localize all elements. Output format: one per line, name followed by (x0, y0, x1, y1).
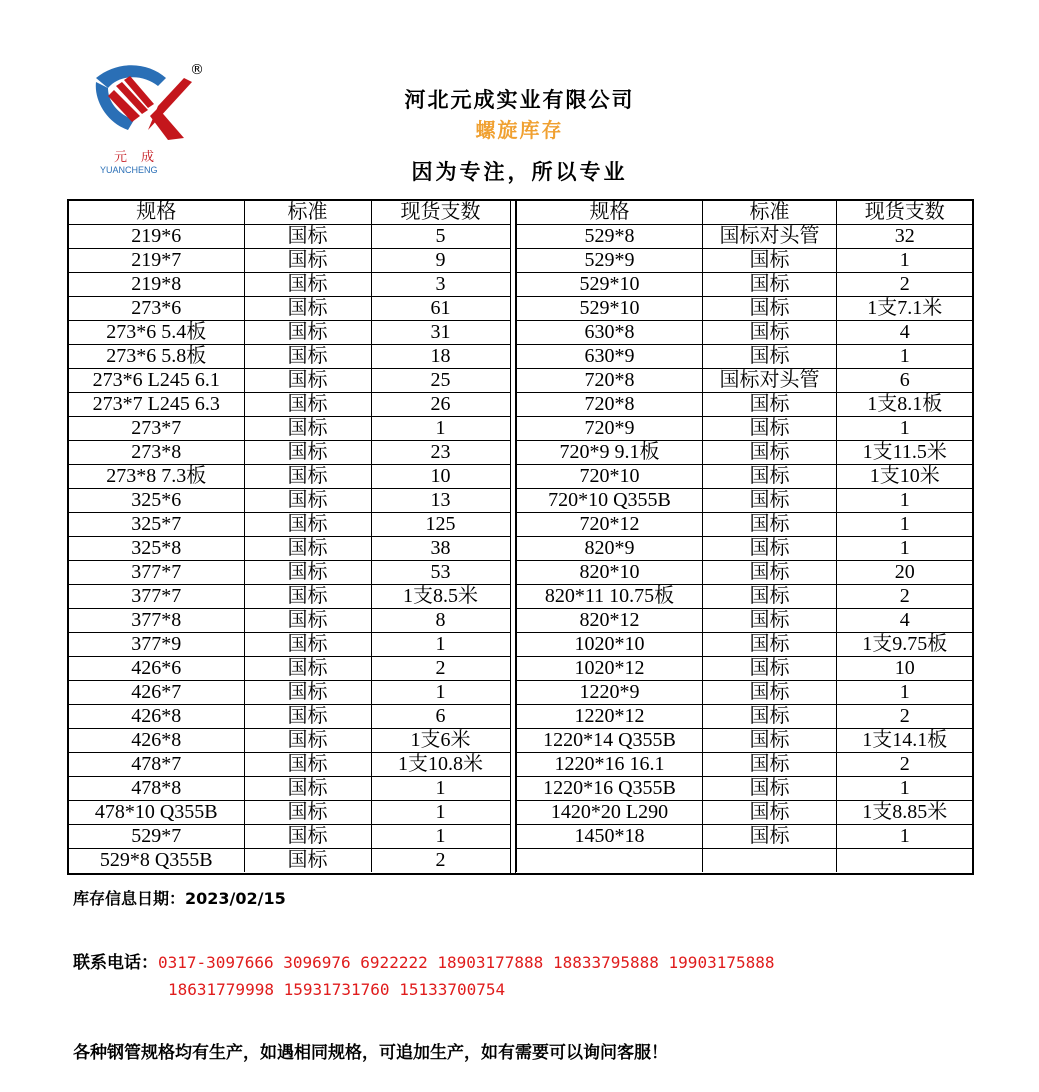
standard-cell: 国标 (244, 753, 371, 777)
quantity-cell: 1支11.5米 (837, 441, 973, 465)
slogan: 因为专注，所以专业 (411, 159, 628, 184)
spec-cell: 529*10 (517, 273, 703, 297)
spec-cell: 273*7 (69, 417, 244, 441)
standard-cell: 国标 (244, 849, 371, 873)
standard-cell: 国标 (244, 609, 371, 633)
quantity-cell: 38 (371, 537, 510, 561)
quantity-cell: 10 (837, 657, 973, 681)
production-note: 各种钢管规格均有生产，如遇相同规格，可追加生产，如有需要可以询问客服！ (73, 1043, 668, 1063)
quantity-cell: 53 (371, 561, 510, 585)
spec-cell: 273*8 (69, 441, 244, 465)
quantity-cell: 1 (371, 633, 510, 657)
standard-cell: 国标 (244, 225, 371, 249)
spec-cell: 273*6 (69, 297, 244, 321)
standard-cell: 国标 (703, 441, 837, 465)
spec-cell: 219*6 (69, 225, 244, 249)
quantity-cell: 1 (837, 537, 973, 561)
spec-cell: 630*8 (517, 321, 703, 345)
quantity-cell: 4 (837, 321, 973, 345)
spec-cell: 426*7 (69, 681, 244, 705)
quantity-cell: 31 (371, 321, 510, 345)
quantity-cell: 1 (837, 513, 973, 537)
quantity-cell: 2 (837, 585, 973, 609)
quantity-cell: 1 (837, 345, 973, 369)
quantity-cell: 6 (371, 705, 510, 729)
quantity-cell: 1支8.1板 (837, 393, 973, 417)
quantity-cell: 61 (371, 297, 510, 321)
table-row (69, 633, 510, 657)
table-row (517, 417, 973, 441)
spec-cell: 720*9 (517, 417, 703, 441)
table-row (69, 585, 510, 609)
table-row (517, 513, 973, 537)
quantity-cell: 125 (371, 513, 510, 537)
spec-cell: 820*11 10.75板 (517, 585, 703, 609)
standard-cell: 国标 (244, 273, 371, 297)
company-name: 河北元成实业有限公司 (404, 87, 635, 112)
table-row (69, 657, 510, 681)
spec-cell: 630*9 (517, 345, 703, 369)
inventory-date: 库存信息日期：2023/02/15 (73, 889, 286, 908)
table-row (517, 393, 973, 417)
registered-mark: ® (190, 62, 204, 78)
standard-cell: 国标 (703, 753, 837, 777)
table-row (517, 609, 973, 633)
standard-cell: 国标 (244, 729, 371, 753)
stock-table-right (516, 201, 973, 872)
spec-cell: 478*8 (69, 777, 244, 801)
table-row (69, 297, 510, 321)
quantity-cell: 2 (371, 657, 510, 681)
spec-cell: 820*10 (517, 561, 703, 585)
spec-cell: 325*8 (69, 537, 244, 561)
standard-cell: 国标 (703, 705, 837, 729)
quantity-cell: 1 (837, 825, 973, 849)
table-row (69, 225, 510, 249)
spec-cell: 720*9 9.1板 (517, 441, 703, 465)
standard-cell: 国标 (703, 489, 837, 513)
quantity-cell: 20 (837, 561, 973, 585)
standard-cell: 国标对头管 (703, 369, 837, 393)
table-row (69, 801, 510, 825)
table-row (69, 393, 510, 417)
quantity-cell: 13 (371, 489, 510, 513)
spec-cell: 1220*16 16.1 (517, 753, 703, 777)
header-quantity: 现货支数 (371, 201, 510, 225)
quantity-cell: 1 (837, 417, 973, 441)
spec-cell: 820*9 (517, 537, 703, 561)
table-row (69, 561, 510, 585)
quantity-cell: 1 (371, 681, 510, 705)
table-row (517, 345, 973, 369)
table-row (69, 249, 510, 273)
spec-cell: 720*10 Q355B (517, 489, 703, 513)
spec-cell: 273*6 L245 6.1 (69, 369, 244, 393)
spec-cell: 377*8 (69, 609, 244, 633)
table-row (69, 849, 510, 873)
quantity-cell: 1 (371, 801, 510, 825)
stock-table (67, 199, 974, 875)
spec-cell: 1220*9 (517, 681, 703, 705)
table-row (69, 417, 510, 441)
quantity-cell: 26 (371, 393, 510, 417)
quantity-cell: 1 (371, 825, 510, 849)
quantity-cell: 10 (371, 465, 510, 489)
standard-cell: 国标 (703, 657, 837, 681)
quantity-cell: 1支10.8米 (371, 753, 510, 777)
logo-en-text: YUANCHENG (100, 165, 158, 175)
standard-cell: 国标 (703, 633, 837, 657)
quantity-cell: 2 (837, 705, 973, 729)
table-header-row (69, 201, 510, 225)
quantity-cell: 6 (837, 369, 973, 393)
table-row (517, 801, 973, 825)
table-row (69, 489, 510, 513)
standard-cell: 国标 (703, 465, 837, 489)
standard-cell: 国标 (703, 777, 837, 801)
table-row (69, 729, 510, 753)
table-row (69, 321, 510, 345)
table-row (517, 705, 973, 729)
stock-table-left (69, 201, 511, 872)
spec-cell: 273*6 5.4板 (69, 321, 244, 345)
standard-cell: 国标 (244, 705, 371, 729)
standard-cell: 国标 (703, 513, 837, 537)
quantity-cell: 32 (837, 225, 973, 249)
table-row (69, 753, 510, 777)
spec-cell: 529*8 Q355B (69, 849, 244, 873)
standard-cell: 国标 (703, 273, 837, 297)
table-row (517, 585, 973, 609)
spec-cell: 529*9 (517, 249, 703, 273)
quantity-cell: 2 (837, 273, 973, 297)
standard-cell: 国标 (703, 537, 837, 561)
standard-cell: 国标 (703, 417, 837, 441)
standard-cell: 国标 (703, 729, 837, 753)
table-row (517, 273, 973, 297)
header-spec: 规格 (69, 201, 244, 225)
standard-cell: 国标 (244, 537, 371, 561)
quantity-cell: 1 (837, 777, 973, 801)
table-row (69, 345, 510, 369)
standard-cell: 国标 (703, 249, 837, 273)
spec-cell: 720*8 (517, 393, 703, 417)
table-row (517, 633, 973, 657)
spec-cell: 273*6 5.8板 (69, 345, 244, 369)
table-row (69, 369, 510, 393)
table-row (69, 441, 510, 465)
standard-cell: 国标 (244, 321, 371, 345)
spec-cell: 325*6 (69, 489, 244, 513)
spec-cell: 720*12 (517, 513, 703, 537)
standard-cell: 国标 (703, 561, 837, 585)
spec-cell: 1420*20 L290 (517, 801, 703, 825)
spec-cell: 273*7 L245 6.3 (69, 393, 244, 417)
phone-numbers: 0317-3097666 3096976 6922222 18903177888 18833795888 19903175888 (158, 953, 775, 972)
standard-cell: 国标 (703, 297, 837, 321)
table-row (517, 561, 973, 585)
spec-cell: 426*8 (69, 729, 244, 753)
quantity-cell: 5 (371, 225, 510, 249)
header-standard: 标准 (244, 201, 371, 225)
spec-cell: 219*8 (69, 273, 244, 297)
spec-cell: 1450*18 (517, 825, 703, 849)
quantity-cell: 1 (837, 489, 973, 513)
quantity-cell: 4 (837, 609, 973, 633)
table-row (69, 513, 510, 537)
standard-cell: 国标 (703, 609, 837, 633)
quantity-cell: 1 (837, 681, 973, 705)
table-row (517, 441, 973, 465)
quantity-cell: 2 (371, 849, 510, 873)
standard-cell: 国标 (244, 345, 371, 369)
standard-cell: 国标 (703, 585, 837, 609)
spec-cell: 720*8 (517, 369, 703, 393)
spec-cell: 529*8 (517, 225, 703, 249)
logo-cn-text: 元成 (114, 150, 169, 165)
table-row (517, 729, 973, 753)
contact-label: 联系电话： (73, 953, 158, 973)
quantity-cell (837, 849, 973, 873)
quantity-cell: 1 (837, 249, 973, 273)
spec-cell: 1220*16 Q355B (517, 777, 703, 801)
spec-cell: 219*7 (69, 249, 244, 273)
standard-cell: 国标 (244, 657, 371, 681)
quantity-cell: 18 (371, 345, 510, 369)
spec-cell: 377*7 (69, 561, 244, 585)
standard-cell (703, 849, 837, 873)
quantity-cell: 1支7.1米 (837, 297, 973, 321)
quantity-cell: 1支6米 (371, 729, 510, 753)
spec-cell: 325*7 (69, 513, 244, 537)
table-row (517, 537, 973, 561)
quantity-cell: 8 (371, 609, 510, 633)
quantity-cell: 1支9.75板 (837, 633, 973, 657)
standard-cell: 国标 (244, 297, 371, 321)
standard-cell: 国标 (703, 321, 837, 345)
phone-numbers-continued: 18631779998 15931731760 15133700754 (168, 980, 506, 999)
contact-line (73, 948, 775, 973)
stock-rows-right (517, 225, 973, 873)
quantity-cell: 1 (371, 417, 510, 441)
table-row (69, 609, 510, 633)
spec-cell: 1020*12 (517, 657, 703, 681)
table-row (517, 753, 973, 777)
standard-cell: 国标 (244, 585, 371, 609)
spec-cell: 529*10 (517, 297, 703, 321)
standard-cell: 国标 (244, 681, 371, 705)
document-subtitle: 螺旋库存 (475, 118, 564, 142)
table-row (69, 273, 510, 297)
spec-cell: 1220*14 Q355B (517, 729, 703, 753)
stock-rows-left (69, 225, 510, 873)
quantity-cell: 1支8.85米 (837, 801, 973, 825)
table-header-row (517, 201, 973, 225)
table-row (517, 369, 973, 393)
quantity-cell: 3 (371, 273, 510, 297)
standard-cell: 国标 (244, 369, 371, 393)
spec-cell: 478*10 Q355B (69, 801, 244, 825)
table-row (69, 705, 510, 729)
spec-cell: 426*8 (69, 705, 244, 729)
table-row (517, 297, 973, 321)
spec-cell: 377*9 (69, 633, 244, 657)
table-row (69, 465, 510, 489)
standard-cell: 国标 (244, 465, 371, 489)
standard-cell: 国标 (244, 417, 371, 441)
spec-cell: 1020*10 (517, 633, 703, 657)
table-row (69, 825, 510, 849)
table-row (517, 225, 973, 249)
standard-cell: 国标对头管 (703, 225, 837, 249)
table-row (69, 681, 510, 705)
table-row (517, 825, 973, 849)
standard-cell: 国标 (244, 249, 371, 273)
spec-cell: 1220*12 (517, 705, 703, 729)
spec-cell: 820*12 (517, 609, 703, 633)
standard-cell: 国标 (703, 393, 837, 417)
spec-cell: 478*7 (69, 753, 244, 777)
standard-cell: 国标 (244, 825, 371, 849)
table-row (69, 777, 510, 801)
table-row (517, 465, 973, 489)
standard-cell: 国标 (703, 345, 837, 369)
spec-cell (517, 849, 703, 873)
quantity-cell: 1支14.1板 (837, 729, 973, 753)
standard-cell: 国标 (703, 681, 837, 705)
table-row (517, 249, 973, 273)
quantity-cell: 1 (371, 777, 510, 801)
standard-cell: 国标 (244, 777, 371, 801)
spec-cell: 377*7 (69, 585, 244, 609)
spec-cell: 426*6 (69, 657, 244, 681)
quantity-cell: 1支10米 (837, 465, 973, 489)
standard-cell: 国标 (244, 441, 371, 465)
quantity-cell: 25 (371, 369, 510, 393)
quantity-cell: 9 (371, 249, 510, 273)
header-spec: 规格 (517, 201, 703, 225)
quantity-cell: 23 (371, 441, 510, 465)
spec-cell: 273*8 7.3板 (69, 465, 244, 489)
table-row (69, 537, 510, 561)
table-row (517, 489, 973, 513)
table-row (517, 657, 973, 681)
quantity-cell: 1支8.5米 (371, 585, 510, 609)
standard-cell: 国标 (244, 513, 371, 537)
table-row (517, 849, 973, 873)
spec-cell: 720*10 (517, 465, 703, 489)
table-row (517, 777, 973, 801)
standard-cell: 国标 (703, 825, 837, 849)
header-quantity: 现货支数 (837, 201, 973, 225)
table-row (517, 681, 973, 705)
standard-cell: 国标 (244, 393, 371, 417)
standard-cell: 国标 (244, 633, 371, 657)
spec-cell: 529*7 (69, 825, 244, 849)
standard-cell: 国标 (244, 489, 371, 513)
header-standard: 标准 (703, 201, 837, 225)
standard-cell: 国标 (244, 561, 371, 585)
quantity-cell: 2 (837, 753, 973, 777)
standard-cell: 国标 (244, 801, 371, 825)
table-row (517, 321, 973, 345)
standard-cell: 国标 (703, 801, 837, 825)
